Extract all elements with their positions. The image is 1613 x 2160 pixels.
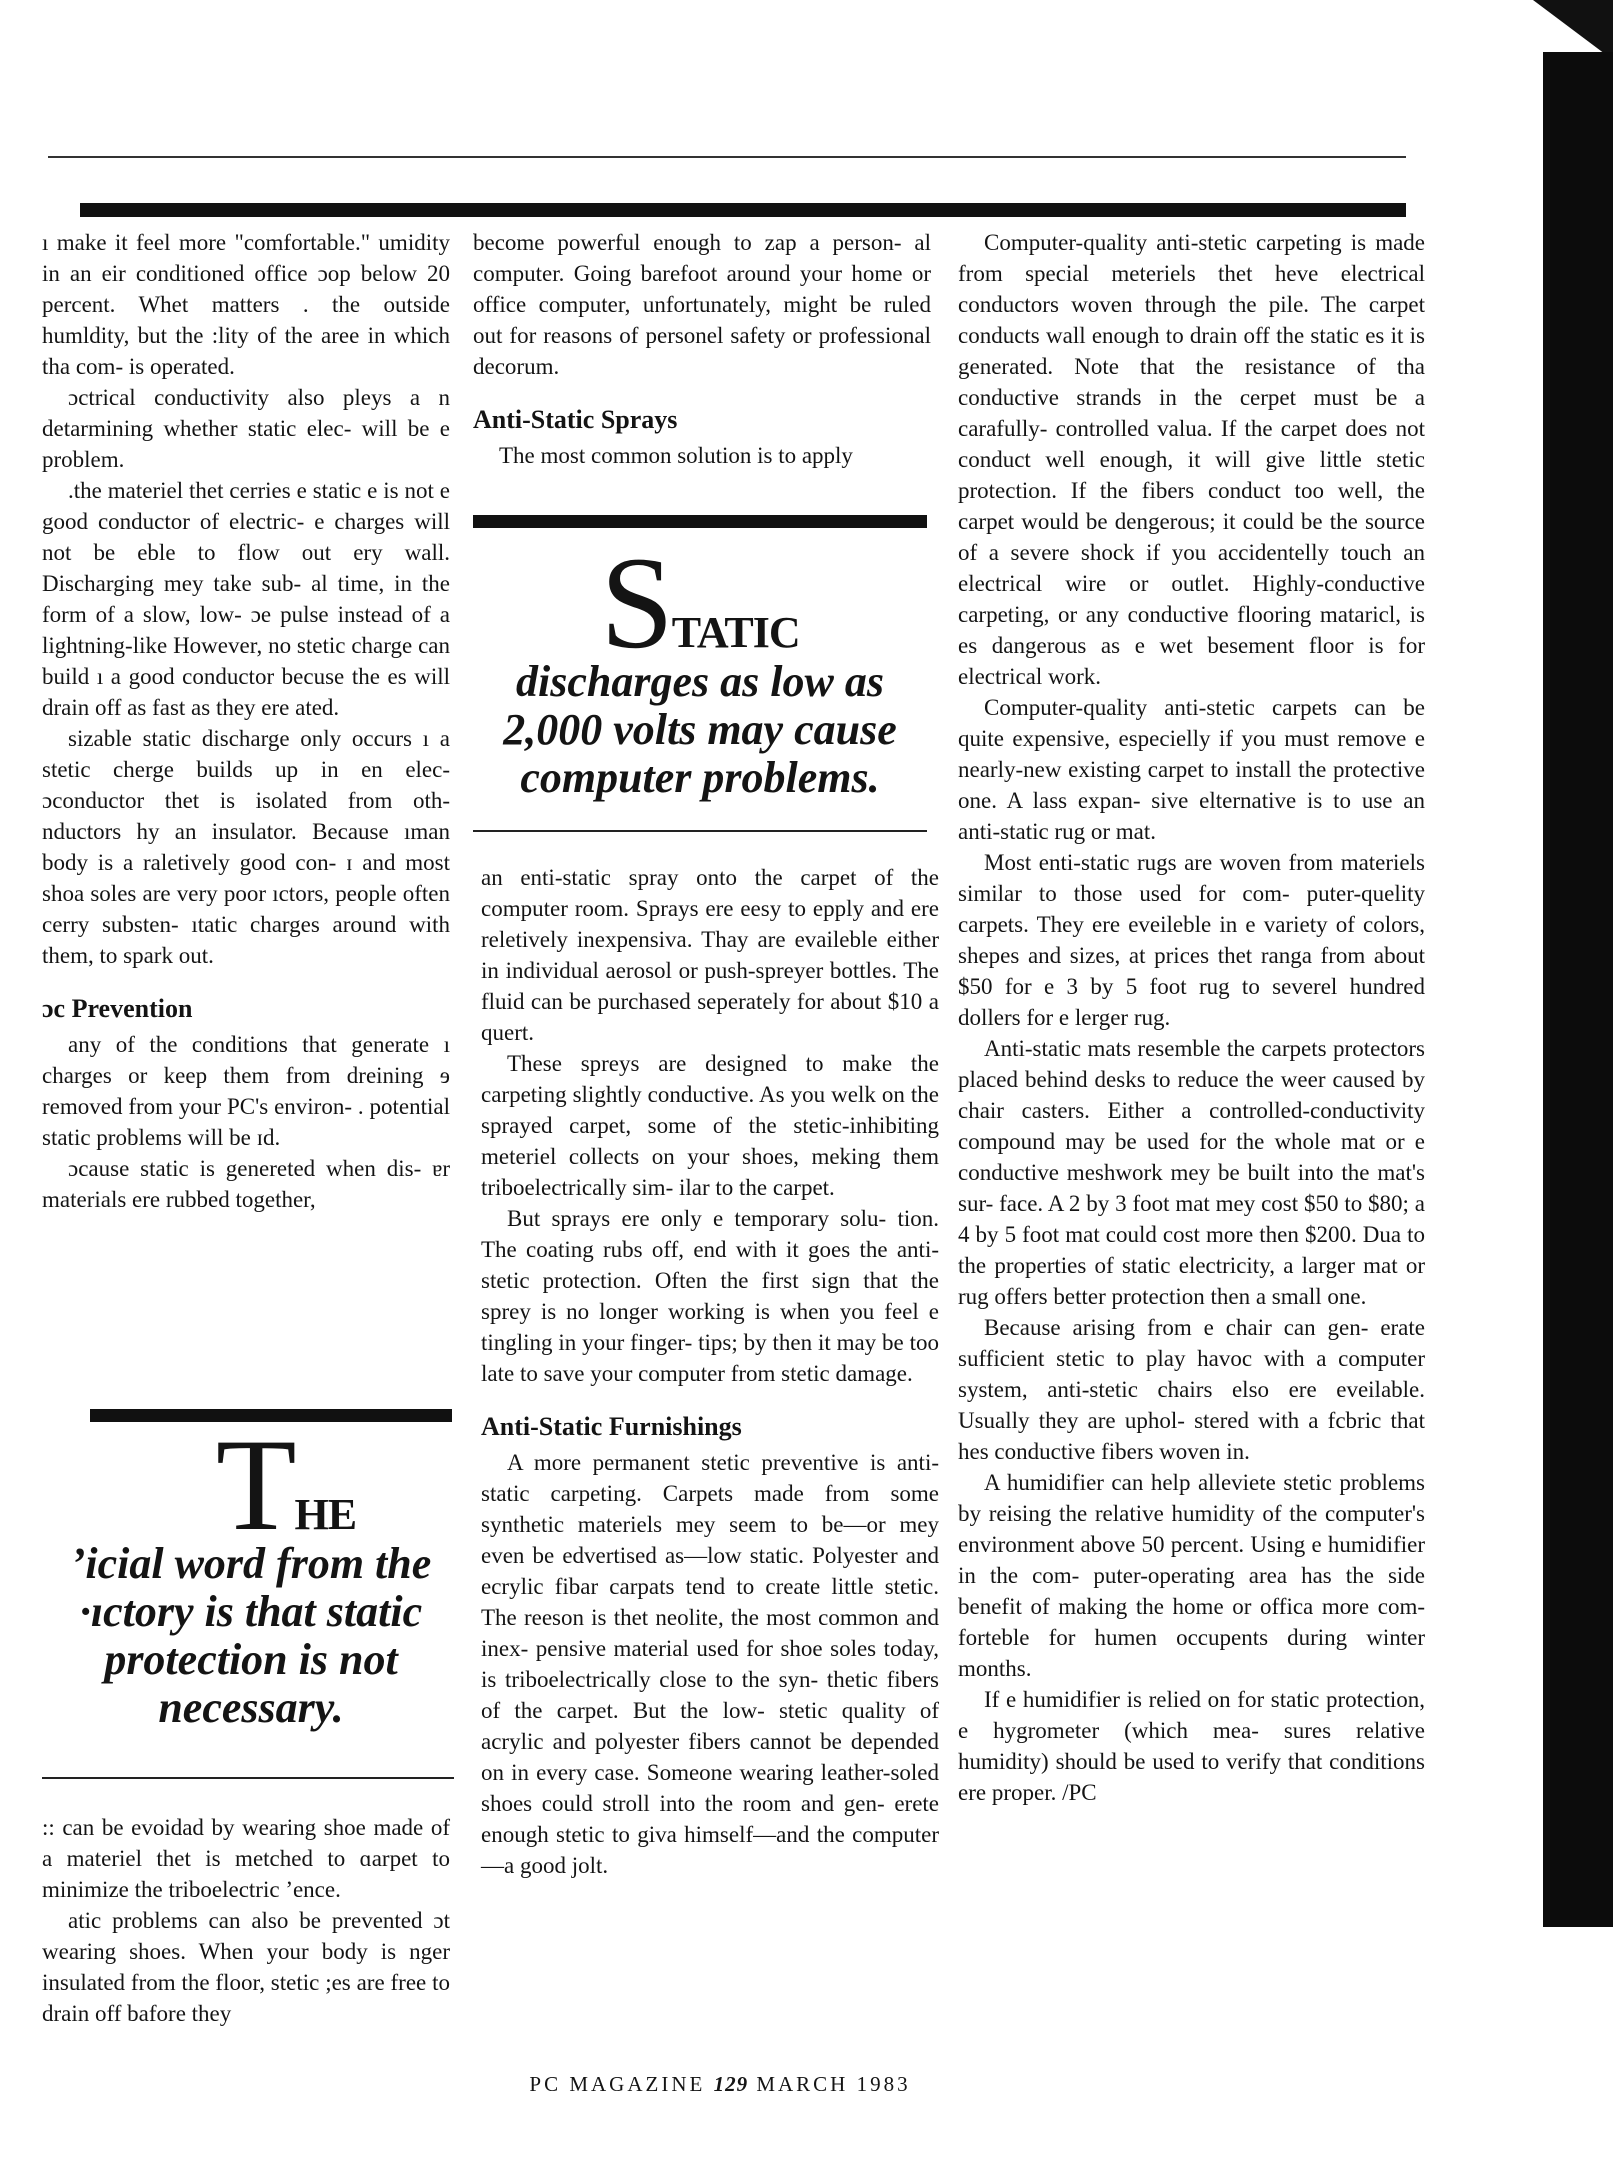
col3-para-3: Most enti-static rugs are woven from materiels similar to those used for com- puter-quelity carpets. They ere eveileble in e variety of colors, shepes and sizes, at prices thet ranga from about $50 for e 3 by 5 foot rug to severel hundred dollers for e lerger rug. <box>958 850 1425 1030</box>
column-1-top <box>42 227 450 1215</box>
col2-para-1: become powerful enough to zap a person- al computer. Going barefoot around your home or office computer, unfortunately, might be ruled out for reasons of personel safety or professional decorum. <box>473 230 931 379</box>
header-bar <box>80 203 1406 217</box>
torn-corner <box>1533 0 1613 60</box>
pullquote-1-text: ʼicial word from the ·ıctory is that static protection is not necessary. <box>70 1539 432 1732</box>
column-2-top <box>473 227 931 471</box>
col3-para-1: Computer-quality anti-stetic carpeting is made from special meteriels thet heve electrical conductors woven through the pile. The carpet conducts wall enough to drain off the static es it is generated. Note that the resistance of tha conductive strands in the cerpet must be a carafully- controlled valua. If the carpet does not conduct well enough, it will give little stetic protection. If the fibers conduct too well, the carpet would be dengerous; it could be the source of a severe shock if you accidentelly touch an electrical wire or outlet. Highly-conductive carpeting, or any conductive flooring mataricl, is es dangerous as e wet besement floor is for electrical work. <box>958 230 1425 689</box>
column-3 <box>958 227 1425 1808</box>
col3-para-2: Computer-quality anti-stetic carpets can be quite expensive, especielly if you must remove e nearly-new existing carpet to install the protective one. A lass expan- sive elternative is to use an anti-static rug or mat. <box>958 695 1425 844</box>
pullquote-2-text: discharges as low as 2,000 volts may cause computer problems. <box>503 657 897 802</box>
pullquote-1-drop-cap: T <box>215 1411 295 1558</box>
col1-para-3: .the materiel thet cerries e static e is not e good conductor of electric- e charges will not be eble to flow out ery wall. Discharging mey take sub- al time, in the form of a slow, low- ɔe pulse instead of a lightning-like However, no stetic charge can build ı a good conductor becuse the es will drain off as fast as they ere ated. <box>42 478 450 720</box>
col3-para-6: A humidifier can help alleviete stetic problems by reising the relative humidity of the computer's environment above 50 percent. Using e humidifier in the com- puter-operating area has the side benefit of making the home or offica more com- forteble for humen occupents during winter months. <box>958 1470 1425 1681</box>
footer-magazine: PC MAGAZINE <box>529 2072 706 2096</box>
page-footer <box>0 2072 1440 2097</box>
col2b-para-1: an enti-static spray onto the carpet of the computer room. Sprays ere eesy to epply and ere reletively inexpensiva. Thay are evaileble either in individual aerosol or push-spreyer bottles. The fluid can be purchased seperately for about $10 a quert. <box>481 865 939 1045</box>
col1-para-4: sizable static discharge only occurs ı a stetic cherge builds up in en elec- ɔconductor thet is isolated from oth- nductors hy an insulator. Because ıman body is a raletively good con- ɪ and most shoa soles are very poor ıctors, people often cerry substen- ıtatic charges around with them, to spark out. <box>42 726 450 968</box>
col1-para-5: any of the conditions that generate ı charges or keep them from dreining ɘ removed from your PC's environ- . potential static problems will be ɪd. <box>42 1032 450 1150</box>
pullquote-1 <box>42 1411 460 1732</box>
column-2-bottom <box>481 862 939 1881</box>
col3-para-4: Anti-static mats resemble the carpets protectors placed behind desks to reduce the weer caused by chair casters. Either a controlled-conductivity compound may be used for the whole mat or e conductive meshwork mey be built into the mat's sur- face. A 2 by 3 foot mat mey cost $50 to $80; a 4 by 5 foot mat could cost more then $200. Dua to the properties of static electricity, a larger mat or rug offers better protection then a small one. <box>958 1036 1425 1309</box>
pullquote-1-cap-rest: HE <box>294 1490 357 1539</box>
pullquote-2-top-bar <box>473 515 927 528</box>
footer-page-number: 129 <box>713 2072 749 2096</box>
section-heading-prevention: ɔc Prevention <box>42 994 193 1023</box>
pullquote-2 <box>470 529 930 802</box>
col1-para-1: ı make it feel more "comfortable." umidity in an eir conditioned office ɔop below 20 percent. Whet matters . the outside humldity, but the :lity of the aree in which tha com- is operated. <box>42 230 450 379</box>
pullquote-1-bottom-rule <box>42 1777 454 1779</box>
header-rule <box>48 156 1406 158</box>
section-heading-furnishings: Anti-Static Furnishings <box>481 1412 742 1441</box>
pullquote-2-bottom-rule <box>473 830 927 832</box>
pullquote-2-cap-rest: TATIC <box>671 608 800 657</box>
section-heading-sprays: Anti-Static Sprays <box>473 405 678 434</box>
col3-para-7: If e humidifier is relied on for static protection, e hygrometer (which mea- sures relative humidity) should be used to verify that conditions ere proper. /PC <box>958 1687 1425 1805</box>
col2b-para-2: These spreys are designed to make the carpeting slightly conductive. As you welk on the sprayed carpet, some of the stetic-inhibiting meteriel collects on your shoes, meking them triboelectrically sim- ilar to the carpet. <box>481 1051 939 1200</box>
col1b-para-2: atic problems can also be prevented ɔt wearing shoes. When your body is nger insulated from the floor, stetic ;es are free to drain off bafore they <box>42 1908 450 2026</box>
scan-edge-shadow <box>1543 52 1613 1927</box>
footer-date: MARCH 1983 <box>756 2072 911 2096</box>
col2b-para-4: A more permanent stetic preventive is anti-static carpeting. Carpets made from some synthetic materiels mey seem to be—or mey even be edvertised as—low static. Polyester and ecrylic fibar carpats tend to create little stetic. The reeson is thet neolite, the most common and inex- pensive material used for shoe soles today, is triboelectrically close to the syn- thetic fibers of the carpet. But the low- stetic quality of acrylic and polyester fibers cannot be depended on in every case. Someone wearing leather-soled shoes could stroll into the room and gen- erete enough stetic to giva himself—and the computer—a good jolt. <box>481 1450 939 1878</box>
col2b-para-3: But sprays ere only e temporary solu- tion. The coating rubs off, end with it goes the anti-stetic protection. Often the first sign that the sprey is no longer working is when you feel e tingling in your finger- tips; by then it may be too late to save your computer from stetic damage. <box>481 1206 939 1386</box>
col1-para-6: ɔcause static is genereted when dis- ɐr materials ere rubbed together, <box>42 1156 450 1212</box>
col3-para-5: Because arising from e chair can gen- erate sufficient stetic to play havoc with a computer system, anti-stetic chairs elso ere eveilable. Usually they are uphol- stered with a fcbric that hes conductive fibers woven in. <box>958 1315 1425 1464</box>
column-1-bottom <box>42 1812 450 2029</box>
col1b-para-1: :: can be evoidad by wearing shoe made of a materiel thet is metched to ɑarpet to minimize the triboelectric ʼence. <box>42 1815 450 1902</box>
col1-para-2: ɔctrical conductivity also pleys a n detarmining whether static elec- will be e problem. <box>42 385 450 472</box>
pullquote-2-drop-cap: S <box>600 529 672 676</box>
col2-para-2: The most common solution is to apply <box>499 443 853 468</box>
